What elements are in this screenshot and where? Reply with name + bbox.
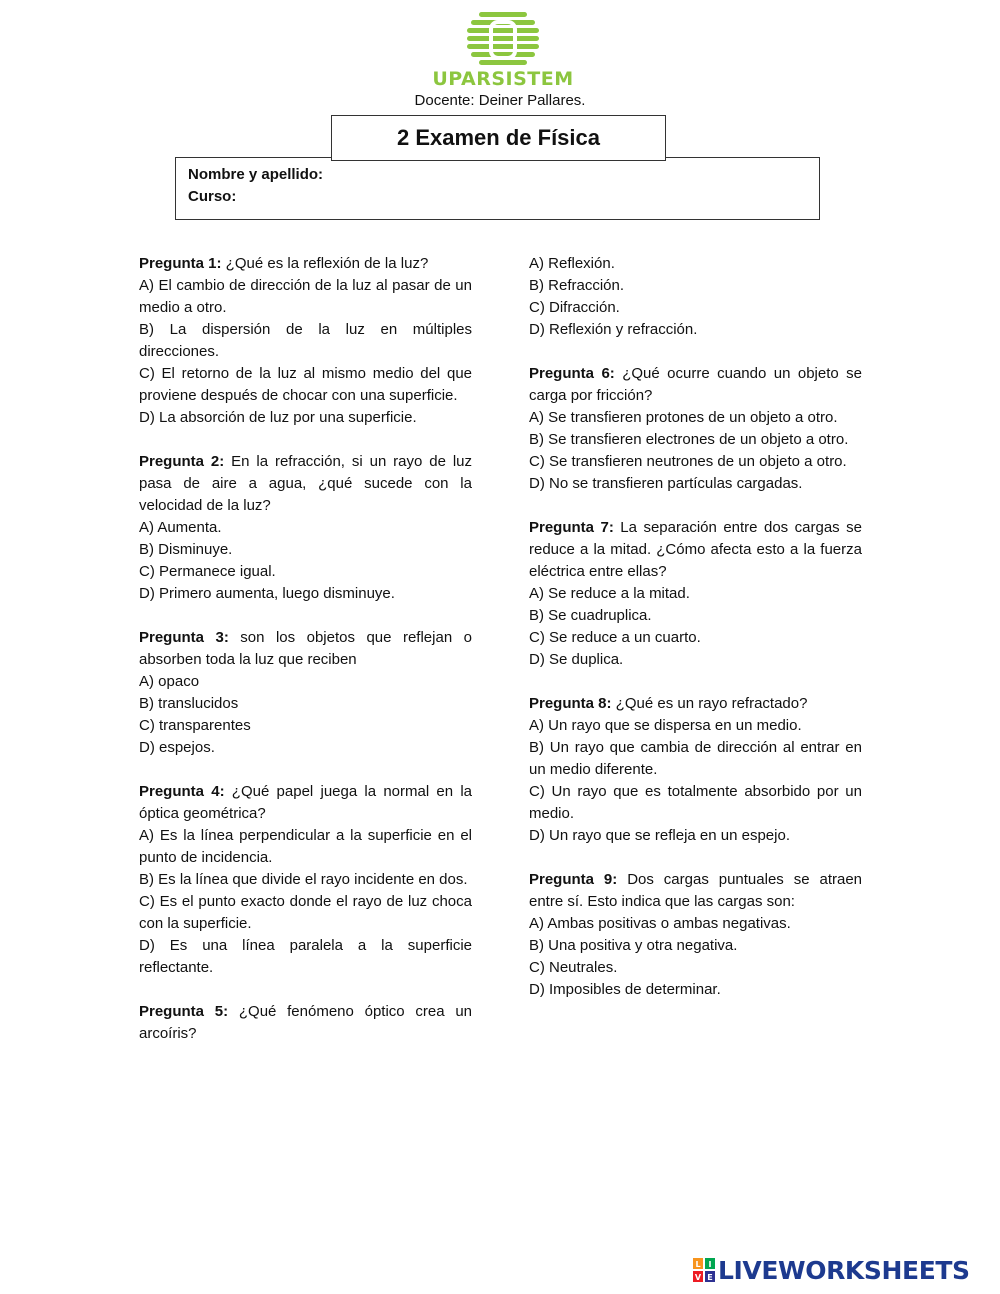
option-a: A) Es la línea perpendicular a la superficie en el punto de incidencia. — [139, 827, 472, 866]
option-c: C) Es el punto exacto donde el rayo de luz choca con la superficie. — [139, 893, 472, 932]
question-text: ¿Qué es un rayo refractado? — [611, 695, 808, 712]
option-a: A) El cambio de dirección de la luz al pasar de un medio a otro. — [139, 277, 472, 316]
option-c: C) Un rayo que es totalmente absorbido por un medio. — [529, 783, 862, 822]
question-text: En la refracción, si un rayo de luz pasa de aire a agua, ¿qué sucede con la velocidad de la luz? — [139, 453, 473, 514]
option-b: B) translucidos — [139, 695, 239, 712]
icon-letter: L — [695, 1260, 701, 1269]
option-b: B) Una positiva y otra negativa. — [529, 937, 738, 954]
question-number: Pregunta 9: — [529, 871, 618, 888]
question-stem — [529, 869, 862, 913]
question-stem — [139, 627, 472, 671]
option-d: D) No se transfieren partículas cargadas. — [529, 475, 803, 492]
question-3 — [139, 627, 472, 759]
option-a: A) Un rayo que se dispersa en un medio. — [529, 717, 802, 734]
questions-column-left — [139, 253, 472, 1067]
option-a: A) Ambas positivas o ambas negativas. — [529, 915, 791, 932]
liveworksheets-logo-icon — [693, 1258, 715, 1282]
option-a: A) Se transfieren protones de un objeto a otro. — [529, 409, 838, 426]
question-number: Pregunta 1: — [139, 255, 222, 272]
option-d: D) Reflexión y refracción. — [529, 321, 698, 338]
question-4 — [139, 781, 472, 979]
question-text: ¿Qué ocurre cuando un objeto se carga por fricción? — [529, 365, 862, 404]
question-number: Pregunta 6: — [529, 365, 615, 382]
question-stem — [529, 363, 862, 407]
option-d: D) espejos. — [139, 739, 215, 756]
question-9 — [529, 869, 862, 1001]
option-a: A) opaco — [139, 673, 200, 690]
liveworksheets-wordmark: LIVEWORKSHEETS — [718, 1255, 970, 1285]
option-d: D) Imposibles de determinar. — [529, 981, 721, 998]
option-c: C) Permanece igual. — [139, 563, 276, 580]
question-stem — [139, 451, 472, 517]
question-7 — [529, 517, 862, 671]
question-stem — [139, 1001, 472, 1045]
option-d: D) Se duplica. — [529, 651, 624, 668]
question-1 — [139, 253, 472, 429]
option-b: B) Disminuye. — [139, 541, 233, 558]
option-b: B) La dispersión de la luz en múltiples direcciones. — [139, 321, 472, 360]
question-text: Dos cargas puntuales se atraen entre sí. Esto indica que las cargas son: — [529, 871, 863, 910]
option-b: B) Se transfieren electrones de un objeto a otro. — [529, 431, 849, 448]
option-b: B) Se cuadruplica. — [529, 607, 652, 624]
question-6 — [529, 363, 862, 495]
question-stem — [139, 253, 472, 275]
option-a: A) Reflexión. — [529, 255, 615, 272]
question-text: ¿Qué papel juega la normal en la óptica geométrica? — [139, 783, 472, 822]
logo-text: UPARSISTEM — [432, 68, 574, 90]
option-d: D) Un rayo que se refleja en un espejo. — [529, 827, 790, 844]
option-c: C) Difracción. — [529, 299, 620, 316]
icon-letter: E — [707, 1273, 713, 1282]
option-b: B) Refracción. — [529, 277, 625, 294]
question-number: Pregunta 8: — [529, 695, 612, 712]
question-5 — [139, 1001, 472, 1045]
question-stem — [529, 693, 862, 715]
option-a: A) Se reduce a la mitad. — [529, 585, 690, 602]
question-5-options — [529, 253, 862, 341]
teacher-line: Docente: Deiner Pallares. — [414, 92, 586, 109]
exam-title: 2 Examen de Física — [331, 115, 666, 161]
option-c: C) El retorno de la luz al mismo medio del que proviene después de chocar con una superficie. — [139, 365, 472, 404]
question-stem — [529, 517, 862, 583]
questions-column-right — [529, 253, 862, 1023]
question-number: Pregunta 7: — [529, 519, 614, 536]
option-b: B) Es la línea que divide el rayo incidente en dos. — [139, 871, 468, 888]
icon-letter: V — [694, 1273, 702, 1282]
option-b: B) Un rayo que cambia de dirección al entrar en un medio diferente. — [529, 739, 862, 778]
option-c: C) Se transfieren neutrones de un objeto a otro. — [529, 453, 847, 470]
option-c: C) Neutrales. — [529, 959, 618, 976]
option-d: D) Primero aumenta, luego disminuye. — [139, 585, 395, 602]
course-label: Curso: — [188, 188, 237, 205]
option-d: D) La absorción de luz por una superficie. — [139, 409, 417, 426]
question-text: ¿Qué fenómeno óptico crea un arcoíris? — [139, 1003, 472, 1042]
option-c: C) Se reduce a un cuarto. — [529, 629, 701, 646]
option-a: A) Aumenta. — [139, 519, 222, 536]
question-text: La separación entre dos cargas se reduce a la mitad. ¿Cómo afecta esto a la fuerza eléctrica entre ellas? — [529, 519, 862, 580]
option-d: D) Es una línea paralela a la superficie reflectante. — [139, 937, 472, 976]
name-label: Nombre y apellido: — [188, 166, 324, 183]
question-2 — [139, 451, 472, 605]
icon-letter: I — [708, 1260, 712, 1269]
question-stem — [139, 781, 472, 825]
question-number: Pregunta 3: — [139, 629, 229, 646]
option-c: C) transparentes — [139, 717, 251, 734]
uparsistem-logo — [427, 10, 579, 90]
question-number: Pregunta 5: — [139, 1003, 229, 1020]
question-text: ¿Qué es la reflexión de la luz? — [221, 255, 429, 272]
question-number: Pregunta 4: — [139, 783, 225, 800]
question-text: son los objetos que reflejan o absorben toda la luz que reciben — [139, 629, 472, 668]
question-8 — [529, 693, 862, 847]
liveworksheets-brand[interactable] — [693, 1255, 970, 1285]
question-number: Pregunta 2: — [139, 453, 225, 470]
